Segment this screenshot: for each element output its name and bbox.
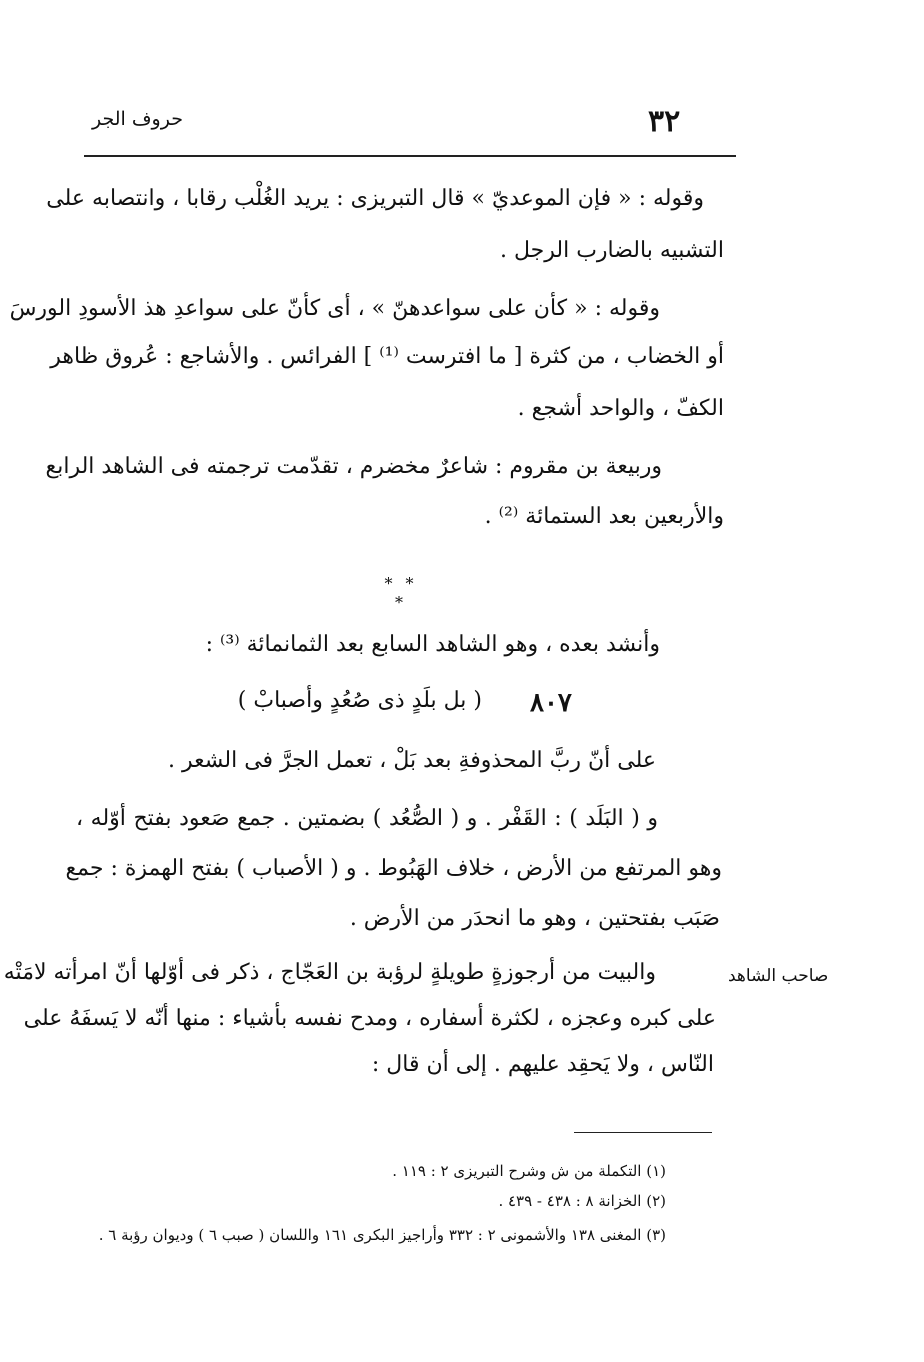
paragraph-line: الكفّ ، والواحد أشجع . bbox=[517, 396, 724, 421]
running-title: حروف الجر bbox=[92, 108, 183, 130]
verse-text: ( بل بلَدٍ ذى صُعُدٍ وأصبابْ ) bbox=[237, 688, 482, 713]
section-separator: * * * bbox=[384, 574, 418, 612]
paragraph-line: التشبيه بالضارب الرجل . bbox=[500, 238, 724, 263]
paragraph-line: وهو المرتفع من الأرض ، خلاف الهَبُوط . و ( الأصباب ) بفتح الهمزة : جمع bbox=[65, 856, 722, 881]
margin-note: صاحب الشاهد bbox=[728, 966, 829, 986]
paragraph-line: والأربعين بعد الستمائة ⁽²⁾ . bbox=[484, 504, 724, 529]
intro-line: وأنشد بعده ، وهو الشاهد السابع بعد الثمانمائة ⁽³⁾ : bbox=[205, 632, 660, 657]
footnote: (٢) الخزانة ٨ : ٤٣٨ - ٤٣٩ . bbox=[498, 1192, 666, 1210]
paragraph-line: وقوله : « فإن الموعديّ » قال التبريزى : يريد الغُلْب رقابا ، وانتصابه على bbox=[46, 186, 704, 211]
paragraph-line: صَبَب بفتحتين ، وهو ما انحدَر من الأرض . bbox=[349, 906, 720, 931]
header-rule bbox=[84, 155, 736, 157]
paragraph-line: وقوله : « كأن على سواعدهنّ » ، أى كأنّ على سواعدِ هذ الأسودِ الورسَ bbox=[9, 296, 660, 321]
footnote: (١) التكملة من ش وشرح التبريزى ٢ : ١١٩ . bbox=[392, 1162, 666, 1180]
footnote-rule bbox=[574, 1132, 712, 1133]
paragraph-line: و ( البَلَد ) : القَفْر . و ( الصُّعُد ) بضمتين . جمع صَعود بفتح أوّله ، bbox=[76, 806, 658, 831]
footnote: (٣) المغنى ١٣٨ والأشمونى ٢ : ٣٣٢ وأراجيز البكرى ١٦١ واللسان ( صبب ٦ ) وديوان رؤبة ٦ . bbox=[98, 1226, 666, 1244]
paragraph-line: أو الخضاب ، من كثرة [ ما افترست ⁽¹⁾ ] الفرائس . والأشاجع : عُروق ظاهر bbox=[50, 344, 724, 369]
verse-number: ٨٠٧ bbox=[530, 688, 572, 718]
paragraph-line: والبيت من أرجوزةٍ طويلةٍ لرؤبة بن العَجّاج ، ذكر فى أوّلها أنّ امرأته لامَتْه bbox=[3, 960, 656, 985]
paragraph-line: على كبره وعجزه ، لكثرة أسفاره ، ومدح نفسه بأشياء : منها أنّه لا يَسفَهُ على bbox=[23, 1006, 716, 1031]
paragraph-line: وربيعة بن مقروم : شاعرٌ مخضرم ، تقدّمت ترجمته فى الشاهد الرابع bbox=[45, 454, 662, 479]
page-number: ٣٢ bbox=[648, 104, 681, 139]
paragraph-line: على أنّ ربَّ المحذوفةِ بعد بَلْ ، تعمل الجرَّ فى الشعر . bbox=[168, 748, 656, 773]
paragraph-line: النّاس ، ولا يَحقِد عليهم . إلى أن قال : bbox=[371, 1052, 714, 1077]
